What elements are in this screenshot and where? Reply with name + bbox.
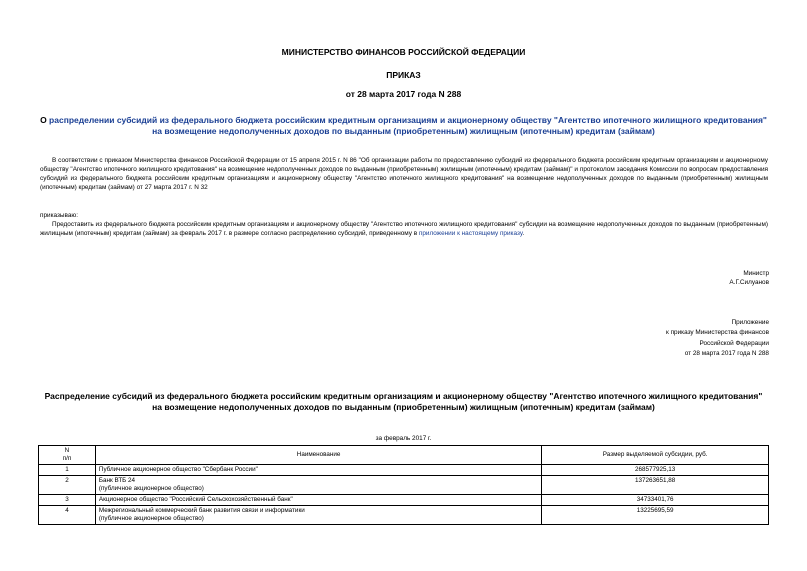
row-number: 3 [39,495,96,506]
column-header-name: Наименование [95,446,541,465]
appendix-line-2: Российской Федерации [699,339,769,347]
signatory-position: Министр [743,270,769,277]
order-title [40,115,767,137]
preamble-paragraph: В соответствии с приказом Министерства финансов Российской Федерации от 15 апреля 2015 г. N 86 "Об организации работы по предоставлению субсидий из федерального бюджета российским кредитным организациям и акционерному обществу "Агентство ипотечного жилищного кредитования" на возмещение недополученных доходов по выданным (приобретенным) жилищным (ипотечным) кредитам (займам)" и протоколом заседания Комиссии по вопросам предоставления субсидий из федерального бюджета российским кредитным организациям и акционерному обществу "Агентство ипотечного жилищного кредитования" на возмещение недополученных доходов по выданным (приобретенным) жилищным (ипотечным) кредитам (займам) от 27 марта 2017 г. N 32 [40,157,768,191]
row-number: 2 [39,476,96,495]
column-header-number-line1: N [64,447,70,454]
table-row [39,506,769,525]
row-number: 4 [39,506,96,525]
row-amount: 268577925,13 [542,465,769,476]
order-heading: ПРИКАЗ [386,70,421,80]
signatory-name: А.Г.Силуанов [729,279,769,286]
row-name [95,506,541,525]
ministry-heading: МИНИСТЕРСТВО ФИНАНСОВ РОССИЙСКОЙ ФЕДЕРАЦИИ [281,47,526,57]
order-title-prefix: О [40,115,50,125]
row-name-line1: Публичное акционерное общество "Сбербанк России" [98,466,258,473]
row-amount: 34733401,76 [542,495,769,506]
table-row [39,465,769,476]
distribution-title: Распределение субсидий из федерального бюджета российским кредитным организациям и акционерному обществу "Агентство ипотечного жилищного кредитования" на возмещение недополученных доходов по выданным (приобретенным) жилищным (ипотечным) кредитам (займам) [44,391,763,412]
order-title-suffix: на возмещение недополученных доходов по выданным (приобретенным) жилищным (ипотечным) кредитам (займам) [152,126,655,136]
row-name [95,495,541,506]
appendix-link[interactable]: приложении к настоящему приказу [418,230,523,237]
row-amount: 137263651,88 [542,476,769,495]
row-name-line1: Межрегиональный коммерческий банк развития связи и информатики [98,507,305,514]
table-row [39,495,769,506]
distribution-period: за февраль 2017 г. [375,435,432,442]
column-header-number-line2: п/п [62,455,72,462]
order-title-link[interactable]: распределении субсидий из федерального бюджета российским кредитным организациям и акционерному обществу "Агентство ипотечного жилищного кредитования" [49,115,767,125]
row-amount: 13225695,59 [542,506,769,525]
row-name-line2: (публичное акционерное общество) [98,515,204,522]
table-header-row [39,446,769,465]
row-name-line1: Акционерное общество "Российский Сельскохозяйственный банк" [98,496,293,503]
row-name [95,476,541,495]
appendix-line-3: от 28 марта 2017 года N 288 [684,350,769,358]
column-header-amount: Размер выделяемой субсидии, руб. [542,446,769,465]
appendix-label: Приложение [731,319,769,326]
row-name-line1: Банк ВТБ 24 [98,477,136,484]
decision-text: Предоставить из федерального бюджета российским кредитным организациям и акционерному обществу "Агентство ипотечного жилищного кредитования" субсидии на возмещение недополученных доходов по выданным (приобретенным) жилищным (ипотечным) кредитам (займам) за февраль 2017 г. в размере согласно распределению субсидий, приведенному в [40,221,768,237]
order-date: от 28 марта 2017 года N 288 [345,89,462,99]
appendix-header [666,318,769,360]
appendix-line-1: к приказу Министерства финансов [666,329,769,337]
distribution-table [38,445,769,525]
column-header-number [39,446,96,465]
decision-paragraph [40,220,768,238]
row-name [95,465,541,476]
ordered-label: приказываю: [40,212,78,219]
table-row [39,476,769,495]
row-number: 1 [39,465,96,476]
row-name-line2: (публичное акционерное общество) [98,485,204,492]
decision-end: . [522,230,525,237]
